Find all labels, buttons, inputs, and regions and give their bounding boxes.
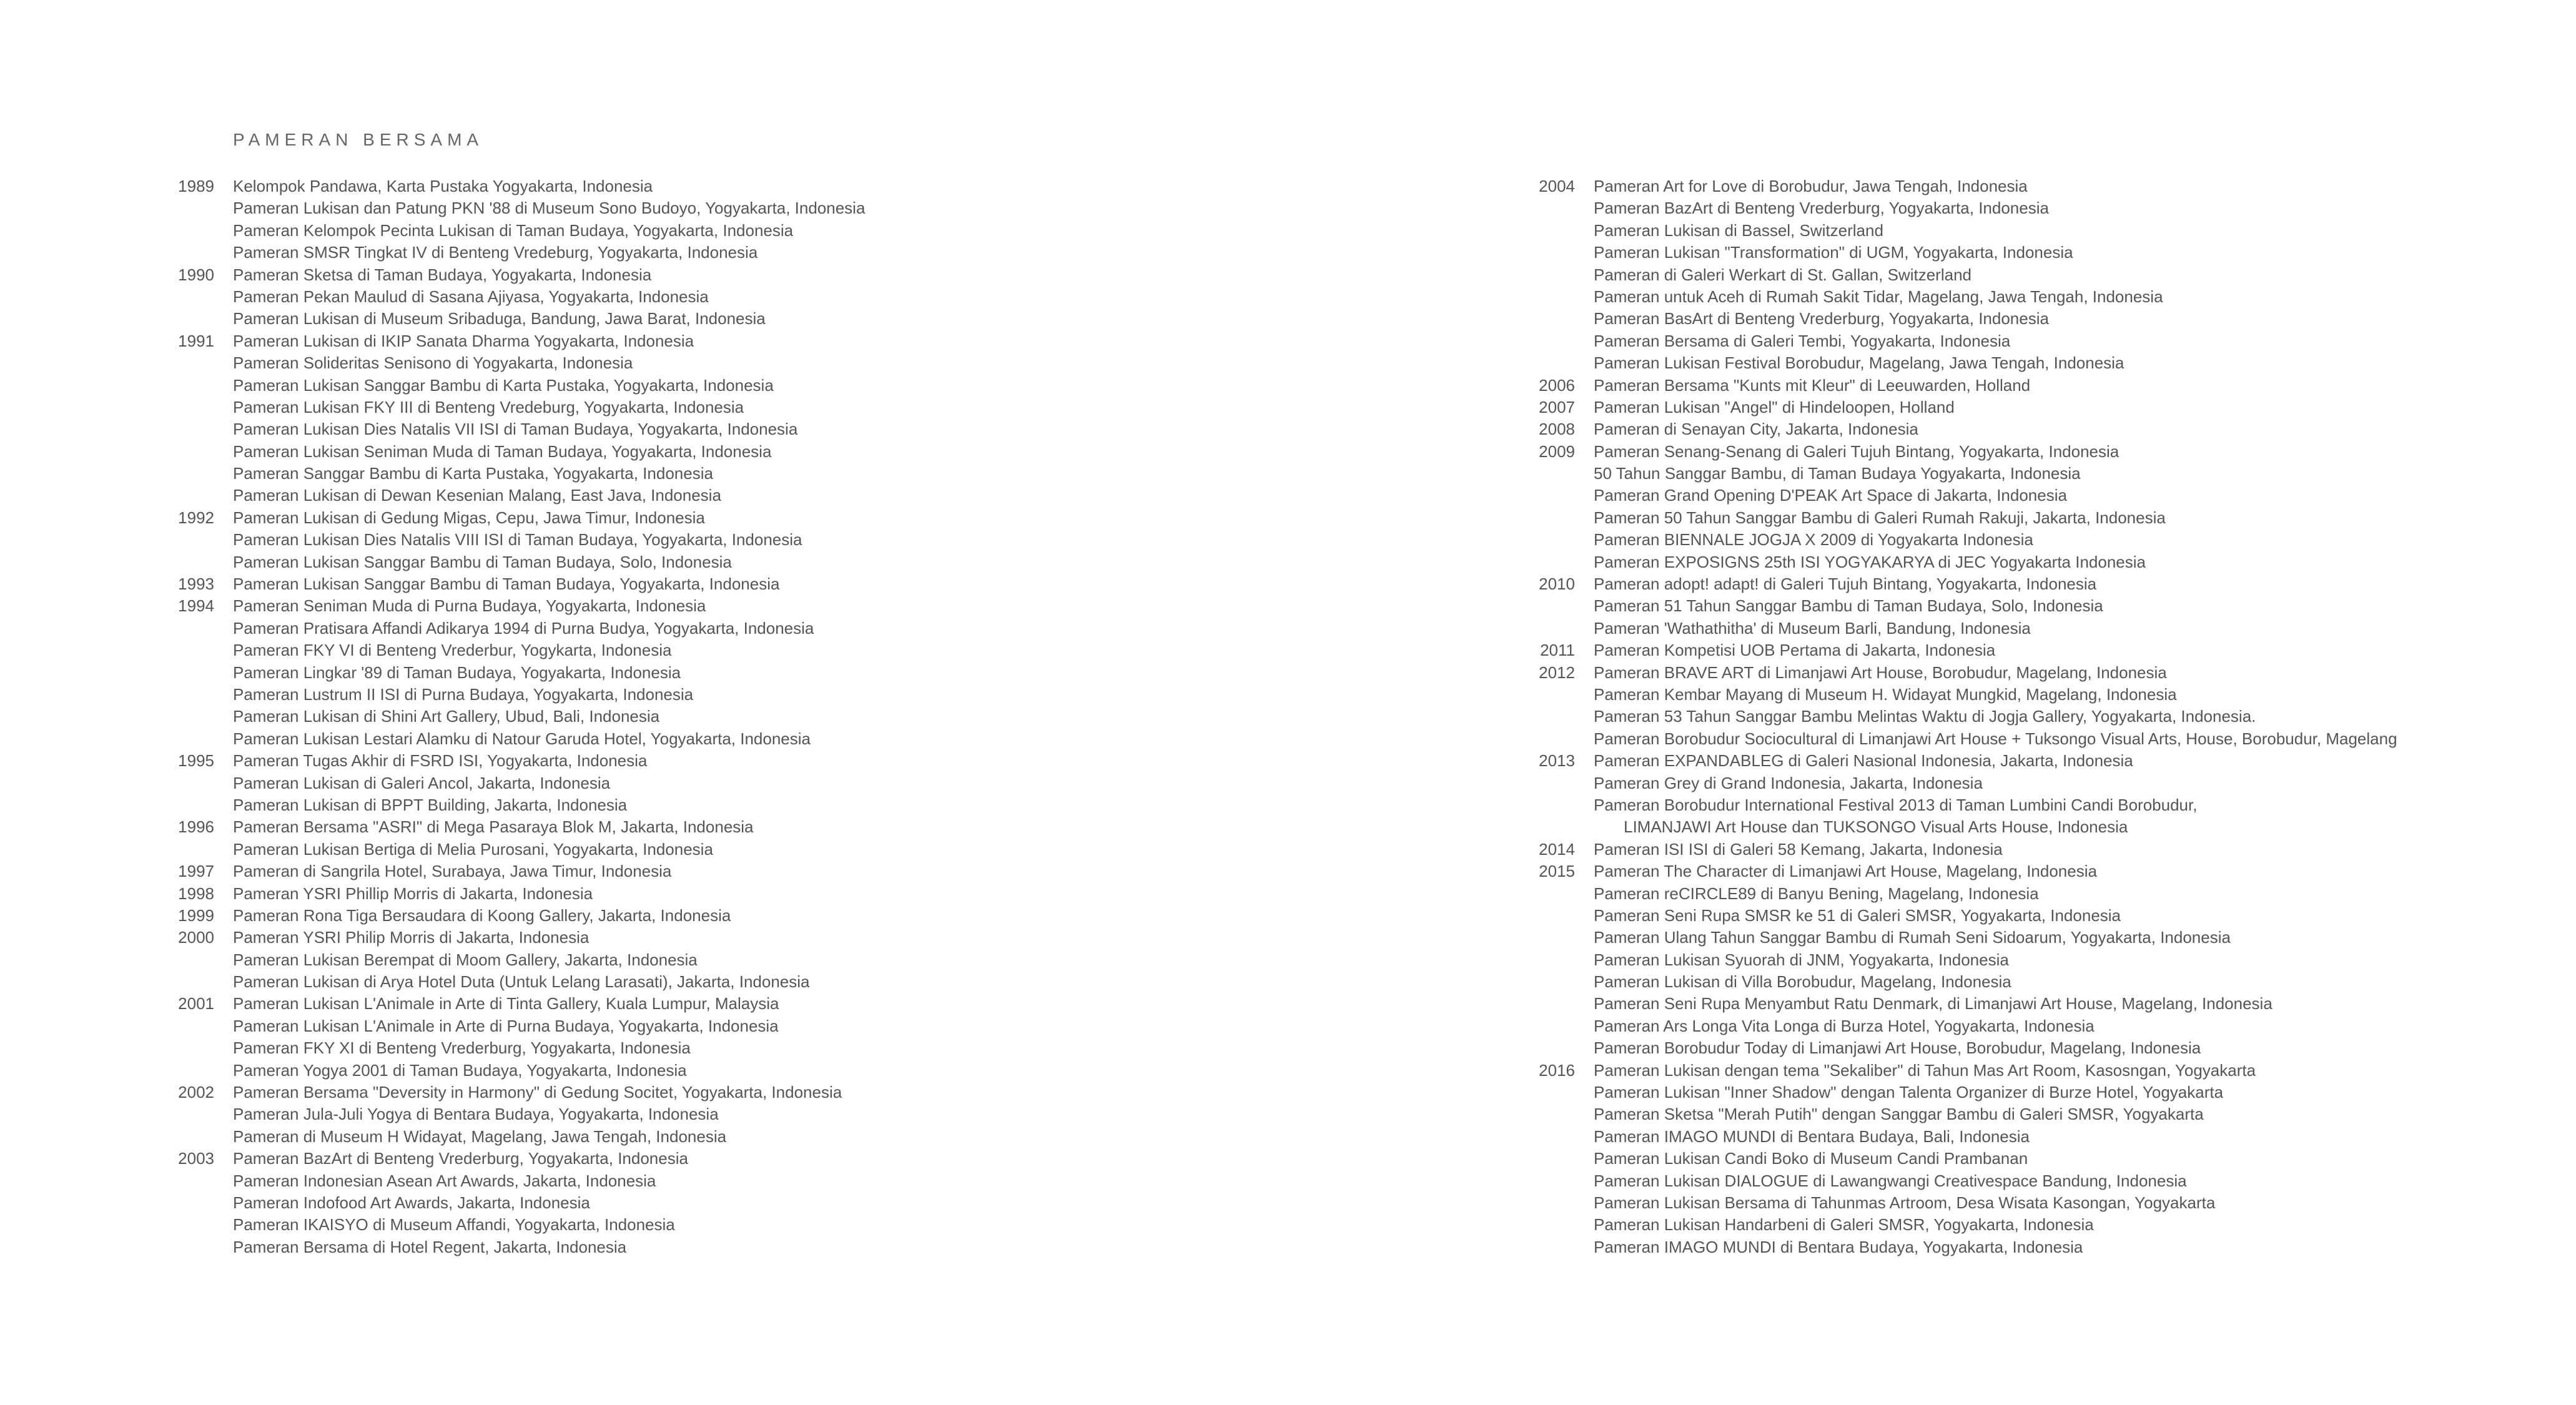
exhibition-row bbox=[150, 639, 1274, 661]
exhibition-text: Pameran Lukisan "Inner Shadow" dengan Talenta Organizer di Burze Hotel, Yogyakarta bbox=[1594, 1083, 2224, 1102]
exhibition-text: Pameran Seni Rupa Menyambut Ratu Denmark, di Limanjawi Art House, Magelang, Indonesia bbox=[1594, 994, 2273, 1013]
exhibition-row bbox=[150, 1126, 1274, 1148]
exhibition-row bbox=[150, 1148, 1274, 1170]
exhibition-year bbox=[150, 971, 233, 993]
exhibition-row bbox=[150, 949, 1274, 971]
exhibition-year bbox=[1530, 264, 1594, 286]
exhibition-text: Pameran Seni Rupa SMSR ke 51 di Galeri SMSR, Yogyakarta, Indonesia bbox=[1594, 905, 2121, 925]
exhibition-text: Pameran Lustrum II ISI di Purna Budaya, Yogyakarta, Indonesia bbox=[233, 684, 694, 704]
exhibition-row bbox=[1530, 242, 2560, 264]
exhibition-text: Pameran Sanggar Bambu di Karta Pustaka, Yogyakarta, Indonesia bbox=[233, 464, 713, 483]
exhibition-year bbox=[150, 728, 233, 750]
exhibition-year bbox=[1530, 529, 1594, 551]
exhibition-year bbox=[1530, 1103, 1594, 1125]
exhibition-row bbox=[150, 772, 1274, 794]
exhibition-year bbox=[150, 1015, 233, 1037]
exhibition-year bbox=[150, 1214, 233, 1236]
exhibition-year bbox=[1530, 949, 1594, 971]
exhibition-year bbox=[150, 1103, 233, 1125]
exhibition-text: Pameran Yogya 2001 di Taman Budaya, Yogyakarta, Indonesia bbox=[233, 1060, 687, 1080]
exhibition-row bbox=[1530, 750, 2560, 772]
exhibition-text: Pameran untuk Aceh di Rumah Sakit Tidar, Magelang, Jawa Tengah, Indonesia bbox=[1594, 287, 2163, 306]
exhibition-row bbox=[1530, 220, 2560, 242]
exhibition-text: Pameran Bersama di Galeri Tembi, Yogyakarta, Indonesia bbox=[1594, 331, 2011, 350]
exhibition-text: Pameran Ars Longa Vita Longa di Burza Hotel, Yogyakarta, Indonesia bbox=[1594, 1016, 2095, 1035]
exhibition-year bbox=[1530, 794, 1594, 816]
exhibition-text: Pameran di Galeri Werkart di St. Gallan, Switzerland bbox=[1594, 265, 1971, 284]
exhibition-row bbox=[1530, 1214, 2560, 1236]
exhibition-year: 2012 bbox=[1539, 663, 1575, 682]
exhibition-year bbox=[1530, 1170, 1594, 1192]
exhibition-row bbox=[150, 750, 1274, 772]
exhibition-row bbox=[1530, 883, 2560, 905]
exhibition-row bbox=[150, 529, 1274, 551]
exhibition-year bbox=[150, 662, 233, 684]
exhibition-year bbox=[150, 1037, 233, 1059]
exhibition-row bbox=[1530, 529, 2560, 551]
exhibition-text: Pameran Lukisan di IKIP Sanata Dharma Yogyakarta, Indonesia bbox=[233, 331, 694, 350]
exhibition-year: 2015 bbox=[1539, 862, 1575, 881]
exhibition-row bbox=[150, 175, 1274, 197]
exhibition-year bbox=[1530, 706, 1594, 727]
exhibition-text: Pameran Borobudur Today di Limanjawi Art House, Borobudur, Magelang, Indonesia bbox=[1594, 1038, 2201, 1058]
exhibition-text: Pameran di Sangrila Hotel, Surabaya, Jawa Timur, Indonesia bbox=[233, 862, 672, 881]
exhibition-text: Pameran SMSR Tingkat IV di Benteng Vredeburg, Yogyakarta, Indonesia bbox=[233, 243, 758, 262]
exhibition-year bbox=[150, 286, 233, 308]
exhibition-row bbox=[150, 662, 1274, 684]
exhibition-text: Pameran Lukisan di BPPT Building, Jakarta, Indonesia bbox=[233, 795, 628, 814]
exhibition-row bbox=[1530, 286, 2560, 308]
exhibition-row bbox=[150, 264, 1274, 286]
exhibition-year bbox=[150, 397, 233, 418]
exhibition-row bbox=[1530, 1192, 2560, 1214]
exhibition-row bbox=[150, 1015, 1274, 1037]
exhibition-year bbox=[150, 197, 233, 219]
exhibition-text: Pameran Lukisan "Angel" di Hindeloopen, Holland bbox=[1594, 397, 1955, 417]
exhibition-text: Pameran Art for Love di Borobudur, Jawa Tengah, Indonesia bbox=[1594, 177, 2028, 195]
exhibition-text: Pameran Lukisan Syuorah di JNM, Yogyakarta, Indonesia bbox=[1594, 950, 2009, 969]
exhibition-text: Pameran Lukisan di Museum Sribaduga, Bandung, Jawa Barat, Indonesia bbox=[233, 309, 766, 328]
exhibition-text: Pameran Lukisan dan Patung PKN '88 di Museum Sono Budoyo, Yogyakarta, Indonesia bbox=[233, 199, 866, 218]
exhibition-row bbox=[150, 352, 1274, 374]
exhibition-year bbox=[150, 308, 233, 330]
exhibition-row bbox=[150, 1103, 1274, 1125]
exhibition-row bbox=[150, 441, 1274, 463]
exhibition-text: LIMANJAWI Art House dan TUKSONGO Visual Arts House, Indonesia bbox=[1624, 817, 2128, 837]
exhibition-row bbox=[150, 330, 1274, 352]
exhibition-text: Pameran 51 Tahun Sanggar Bambu di Taman Budaya, Solo, Indonesia bbox=[1594, 596, 2103, 616]
exhibition-row bbox=[150, 485, 1274, 506]
exhibition-row bbox=[150, 684, 1274, 706]
exhibition-year bbox=[150, 1170, 233, 1192]
exhibition-row bbox=[1530, 264, 2560, 286]
exhibition-year: 1996 bbox=[178, 817, 214, 837]
exhibition-year bbox=[1530, 330, 1594, 352]
exhibition-row bbox=[1530, 1103, 2560, 1125]
exhibition-year bbox=[1530, 1236, 1594, 1258]
exhibition-year bbox=[1530, 507, 1594, 529]
exhibition-row bbox=[1530, 330, 2560, 352]
exhibition-text: Pameran Lukisan Sanggar Bambu di Taman Budaya, Yogyakarta, Indonesia bbox=[233, 574, 780, 594]
exhibition-text: Pameran di Senayan City, Jakarta, Indonesia bbox=[1594, 420, 1918, 439]
exhibition-year bbox=[150, 418, 233, 440]
exhibition-year bbox=[1530, 1037, 1594, 1059]
exhibition-year bbox=[1530, 728, 1594, 750]
exhibition-year bbox=[1530, 971, 1594, 993]
exhibition-year bbox=[1530, 463, 1594, 485]
exhibition-row bbox=[1530, 618, 2560, 639]
exhibition-year bbox=[150, 618, 233, 639]
exhibition-text: Pameran Bersama "Kunts mit Kleur" di Leeuwarden, Holland bbox=[1594, 375, 2031, 395]
exhibition-year: 2003 bbox=[178, 1149, 214, 1168]
exhibition-row bbox=[150, 927, 1274, 949]
exhibition-row bbox=[1530, 949, 2560, 971]
exhibition-text: Pameran FKY XI di Benteng Vrederburg, Yogyakarta, Indonesia bbox=[233, 1038, 691, 1058]
exhibition-row bbox=[1530, 971, 2560, 993]
exhibition-text: Pameran Lukisan Dies Natalis VIII ISI di Taman Budaya, Yogyakarta, Indonesia bbox=[233, 530, 802, 550]
exhibition-row bbox=[150, 905, 1274, 927]
exhibition-text: Pameran Lukisan di Bassel, Switzerland bbox=[1594, 220, 1883, 240]
exhibition-row bbox=[150, 286, 1274, 308]
exhibition-year bbox=[150, 352, 233, 374]
section-title: PAMERAN BERSAMA bbox=[233, 130, 484, 149]
exhibition-text: Pameran Lukisan di Gedung Migas, Cepu, Jawa Timur, Indonesia bbox=[233, 508, 705, 527]
exhibition-year bbox=[1530, 1082, 1594, 1103]
exhibition-row bbox=[1530, 728, 2560, 750]
exhibition-year bbox=[1530, 220, 1594, 242]
exhibition-row bbox=[1530, 1236, 2560, 1258]
exhibition-year: 2011 bbox=[1540, 641, 1575, 660]
exhibition-text: Pameran Seniman Muda di Purna Budaya, Yogyakarta, Indonesia bbox=[233, 596, 706, 616]
exhibition-year bbox=[1530, 1192, 1594, 1214]
exhibition-year bbox=[1530, 772, 1594, 794]
exhibition-row bbox=[1530, 397, 2560, 418]
exhibition-text: Pameran EXPOSIGNS 25th ISI YOGYAKARYA di JEC Yogyakarta Indonesia bbox=[1594, 552, 2146, 571]
exhibition-text: Pameran 'Wathathitha' di Museum Barli, Bandung, Indonesia bbox=[1594, 618, 2031, 638]
exhibition-list-left bbox=[150, 175, 1274, 1258]
exhibition-year bbox=[150, 1192, 233, 1214]
exhibition-row bbox=[150, 551, 1274, 573]
exhibition-row bbox=[1530, 551, 2560, 573]
exhibition-year: 2004 bbox=[1539, 177, 1575, 195]
exhibition-row bbox=[150, 816, 1274, 838]
exhibition-text: Pameran reCIRCLE89 di Banyu Bening, Magelang, Indonesia bbox=[1594, 884, 2039, 903]
exhibition-row bbox=[150, 375, 1274, 397]
exhibition-year bbox=[1530, 816, 1594, 838]
exhibition-list-right bbox=[1530, 175, 2560, 1258]
exhibition-year bbox=[150, 242, 233, 264]
exhibition-year bbox=[150, 1060, 233, 1082]
exhibition-year bbox=[150, 463, 233, 485]
exhibition-year bbox=[1530, 883, 1594, 905]
exhibition-row bbox=[1530, 441, 2560, 463]
exhibition-row bbox=[150, 507, 1274, 529]
exhibition-text: Pameran Bersama "ASRI" di Mega Pasaraya Blok M, Jakarta, Indonesia bbox=[233, 817, 754, 837]
exhibition-text: Pameran Lukisan Festival Borobudur, Magelang, Jawa Tengah, Indonesia bbox=[1594, 353, 2124, 373]
exhibition-text: Pameran IMAGO MUNDI di Bentara Budaya, Yogyakarta, Indonesia bbox=[1594, 1237, 2083, 1256]
exhibition-year: 1998 bbox=[178, 884, 214, 903]
exhibition-year bbox=[150, 551, 233, 573]
exhibition-text: Pameran Lukisan L'Animale in Arte di Tinta Gallery, Kuala Lumpur, Malaysia bbox=[233, 994, 779, 1013]
exhibition-row bbox=[1530, 418, 2560, 440]
exhibition-text: Pameran 50 Tahun Sanggar Bambu di Galeri Rumah Rakuji, Jakarta, Indonesia bbox=[1594, 508, 2166, 527]
exhibition-row bbox=[150, 860, 1274, 882]
exhibition-text: Pameran Lukisan di Arya Hotel Duta (Untuk Lelang Larasati), Jakarta, Indonesia bbox=[233, 972, 810, 992]
exhibition-year: 2007 bbox=[1539, 397, 1575, 417]
exhibition-row bbox=[1530, 772, 2560, 794]
exhibition-text: Kelompok Pandawa, Karta Pustaka Yogyakarta, Indonesia bbox=[233, 177, 653, 195]
exhibition-row bbox=[150, 839, 1274, 860]
exhibition-row bbox=[150, 197, 1274, 219]
exhibition-row bbox=[1530, 352, 2560, 374]
exhibition-year bbox=[150, 772, 233, 794]
exhibition-year bbox=[150, 529, 233, 551]
exhibition-text: Pameran Bersama "Deversity in Harmony" di Gedung Socitet, Yogyakarta, Indonesia bbox=[233, 1083, 842, 1102]
exhibition-text: Pameran The Character di Limanjawi Art House, Magelang, Indonesia bbox=[1594, 862, 2097, 881]
exhibition-row bbox=[1530, 1082, 2560, 1103]
exhibition-row bbox=[1530, 860, 2560, 882]
exhibition-text: Pameran Lukisan di Shini Art Gallery, Ubud, Bali, Indonesia bbox=[233, 707, 660, 726]
exhibition-row bbox=[1530, 485, 2560, 506]
exhibition-row bbox=[150, 794, 1274, 816]
exhibition-row bbox=[1530, 197, 2560, 219]
exhibition-text: Pameran Lukisan Bertiga di Melia Purosani, Yogyakarta, Indonesia bbox=[233, 839, 713, 859]
exhibition-year bbox=[1530, 1148, 1594, 1170]
exhibition-year: 1997 bbox=[178, 862, 214, 881]
exhibition-year: 2016 bbox=[1539, 1060, 1575, 1080]
exhibition-text: Pameran Kembar Mayang di Museum H. Widayat Mungkid, Magelang, Indonesia bbox=[1594, 684, 2177, 704]
exhibition-year bbox=[1530, 1214, 1594, 1236]
exhibition-row bbox=[1530, 1148, 2560, 1170]
exhibition-text: Pameran Lukisan di Galeri Ancol, Jakarta, Indonesia bbox=[233, 773, 611, 792]
exhibition-text: Pameran Rona Tiga Bersaudara di Koong Gallery, Jakarta, Indonesia bbox=[233, 905, 731, 925]
exhibition-text: Pameran 53 Tahun Sanggar Bambu Melintas Waktu di Jogja Gallery, Yogyakarta, Indonesia. bbox=[1594, 707, 2256, 726]
exhibition-year bbox=[1530, 618, 1594, 639]
exhibition-row bbox=[1530, 816, 2560, 838]
exhibition-row bbox=[150, 1236, 1274, 1258]
exhibition-text: Pameran Sketsa di Taman Budaya, Yogyakarta, Indonesia bbox=[233, 265, 652, 284]
exhibition-year bbox=[1530, 684, 1594, 706]
exhibition-text: Pameran Ulang Tahun Sanggar Bambu di Rumah Seni Sidoarum, Yogyakarta, Indonesia bbox=[1594, 928, 2231, 947]
exhibition-year bbox=[1530, 242, 1594, 264]
exhibition-text: Pameran IMAGO MUNDI di Bentara Budaya, Bali, Indonesia bbox=[1594, 1126, 2030, 1146]
exhibition-year bbox=[150, 1126, 233, 1148]
exhibition-row bbox=[1530, 375, 2560, 397]
exhibition-text: Pameran BazArt di Benteng Vrederburg, Yogyakarta, Indonesia bbox=[233, 1149, 688, 1168]
exhibition-text: Pameran Indofood Art Awards, Jakarta, Indonesia bbox=[233, 1193, 590, 1212]
exhibition-year bbox=[1530, 1015, 1594, 1037]
exhibition-year: 2008 bbox=[1539, 420, 1575, 439]
exhibition-year bbox=[1530, 308, 1594, 330]
exhibition-text: Pameran YSRI Philip Morris di Jakarta, Indonesia bbox=[233, 928, 590, 947]
exhibition-year: 1999 bbox=[178, 905, 214, 925]
exhibition-row bbox=[1530, 684, 2560, 706]
exhibition-row bbox=[1530, 1015, 2560, 1037]
exhibition-row bbox=[150, 1192, 1274, 1214]
exhibition-year: 1994 bbox=[178, 596, 214, 616]
exhibition-row bbox=[150, 463, 1274, 485]
exhibition-year bbox=[150, 706, 233, 727]
exhibition-row bbox=[1530, 1060, 2560, 1082]
exhibition-row bbox=[1530, 662, 2560, 684]
exhibition-text: Pameran Grand Opening D'PEAK Art Space di Jakarta, Indonesia bbox=[1594, 486, 2067, 505]
exhibition-text: Pameran adopt! adapt! di Galeri Tujuh Bintang, Yogyakarta, Indonesia bbox=[1594, 574, 2097, 594]
exhibition-row bbox=[1530, 507, 2560, 529]
exhibition-text: Pameran BRAVE ART di Limanjawi Art House, Borobudur, Magelang, Indonesia bbox=[1594, 663, 2167, 682]
exhibition-row bbox=[150, 1214, 1274, 1236]
exhibition-year bbox=[1530, 286, 1594, 308]
exhibition-row bbox=[1530, 794, 2560, 816]
exhibition-row bbox=[1530, 1170, 2560, 1192]
exhibition-text: Pameran BIENNALE JOGJA X 2009 di Yogyakarta Indonesia bbox=[1594, 530, 2033, 550]
exhibition-text: Pameran YSRI Phillip Morris di Jakarta, Indonesia bbox=[233, 884, 593, 903]
exhibition-text: Pameran Bersama di Hotel Regent, Jakarta, Indonesia bbox=[233, 1237, 627, 1256]
exhibition-row bbox=[1530, 706, 2560, 727]
exhibition-year bbox=[1530, 993, 1594, 1015]
exhibition-text: Pameran Lukisan FKY III di Benteng Vredeburg, Yogyakarta, Indonesia bbox=[233, 397, 744, 417]
exhibition-text: Pameran Lukisan DIALOGUE di Lawangwangi Creativespace Bandung, Indonesia bbox=[1594, 1171, 2187, 1190]
exhibition-text: Pameran Kompetisi UOB Pertama di Jakarta, Indonesia bbox=[1594, 641, 1996, 660]
exhibition-text: Pameran Lukisan Dies Natalis VII ISI di Taman Budaya, Yogyakarta, Indonesia bbox=[233, 420, 798, 439]
exhibition-year bbox=[150, 441, 233, 463]
exhibition-text: Pameran ISI ISI di Galeri 58 Kemang, Jakarta, Indonesia bbox=[1594, 839, 2003, 859]
exhibition-text: Pameran Senang-Senang di Galeri Tujuh Bintang, Yogyakarta, Indonesia bbox=[1594, 441, 2120, 461]
exhibition-text: 50 Tahun Sanggar Bambu, di Taman Budaya Yogyakarta, Indonesia bbox=[1594, 464, 2081, 483]
exhibition-year bbox=[150, 794, 233, 816]
exhibition-text: Pameran Lukisan dengan tema "Sekaliber" di Tahun Mas Art Room, Kasosngan, Yogyakarta bbox=[1594, 1060, 2256, 1080]
exhibition-text: Pameran Lukisan Seniman Muda di Taman Budaya, Yogyakarta, Indonesia bbox=[233, 441, 772, 461]
exhibition-text: Pameran EXPANDABLEG di Galeri Nasional Indonesia, Jakarta, Indonesia bbox=[1594, 751, 2133, 771]
exhibition-row bbox=[1530, 595, 2560, 617]
exhibition-year: 1995 bbox=[178, 751, 214, 771]
exhibition-row bbox=[1530, 839, 2560, 860]
exhibition-row bbox=[1530, 1126, 2560, 1148]
exhibition-text: Pameran Solideritas Senisono di Yogyakarta, Indonesia bbox=[233, 353, 633, 373]
exhibition-year: 1993 bbox=[178, 574, 214, 594]
exhibition-row bbox=[150, 706, 1274, 727]
exhibition-text: Pameran Lukisan Handarbeni di Galeri SMSR, Yogyakarta, Indonesia bbox=[1594, 1215, 2094, 1235]
exhibition-text: Pameran Tugas Akhir di FSRD ISI, Yogyakarta, Indonesia bbox=[233, 751, 648, 771]
exhibition-year: 2014 bbox=[1539, 839, 1575, 859]
exhibition-year: 2002 bbox=[178, 1083, 214, 1102]
exhibition-text: Pameran FKY VI di Benteng Vrederbur, Yogykarta, Indonesia bbox=[233, 641, 672, 660]
exhibition-text: Pameran IKAISYO di Museum Affandi, Yogyakarta, Indonesia bbox=[233, 1215, 675, 1235]
exhibition-text: Pameran Lingkar '89 di Taman Budaya, Yogyakarta, Indonesia bbox=[233, 663, 681, 682]
exhibition-year bbox=[1530, 197, 1594, 219]
exhibition-row bbox=[1530, 573, 2560, 595]
exhibition-text: Pameran Borobudur International Festival 2013 di Taman Lumbini Candi Borobudur, bbox=[1594, 795, 2198, 814]
exhibition-text: Pameran Grey di Grand Indonesia, Jakarta, Indonesia bbox=[1594, 773, 1983, 792]
exhibition-text: Pameran Lukisan Sanggar Bambu di Taman Budaya, Solo, Indonesia bbox=[233, 552, 732, 571]
exhibition-row bbox=[150, 308, 1274, 330]
exhibition-row bbox=[1530, 308, 2560, 330]
exhibition-year: 2006 bbox=[1539, 375, 1575, 395]
exhibition-row bbox=[1530, 175, 2560, 197]
exhibition-row bbox=[150, 418, 1274, 440]
exhibition-row bbox=[150, 883, 1274, 905]
exhibition-row bbox=[150, 397, 1274, 418]
exhibition-text: Pameran Lukisan Lestari Alamku di Natour Garuda Hotel, Yogyakarta, Indonesia bbox=[233, 729, 811, 748]
exhibition-text: Pameran BazArt di Benteng Vrederburg, Yogyakarta, Indonesia bbox=[1594, 199, 2049, 218]
exhibition-year bbox=[150, 375, 233, 397]
exhibition-year: 2009 bbox=[1539, 441, 1575, 461]
exhibition-row bbox=[150, 220, 1274, 242]
exhibition-text: Pameran Pratisara Affandi Adikarya 1994 di Purna Budya, Yogyakarta, Indonesia bbox=[233, 618, 814, 638]
exhibition-row bbox=[150, 728, 1274, 750]
exhibition-row bbox=[1530, 1037, 2560, 1059]
exhibition-text: Pameran Jula-Juli Yogya di Bentara Budaya, Yogyakarta, Indonesia bbox=[233, 1105, 719, 1124]
exhibition-row bbox=[1530, 463, 2560, 485]
exhibition-year: 1990 bbox=[178, 265, 214, 284]
exhibition-row bbox=[150, 993, 1274, 1015]
exhibition-row bbox=[150, 595, 1274, 617]
exhibition-text: Pameran Lukisan di Villa Borobudur, Magelang, Indonesia bbox=[1594, 972, 2011, 992]
exhibition-row bbox=[150, 618, 1274, 639]
exhibition-text: Pameran Lukisan di Dewan Kesenian Malang, East Java, Indonesia bbox=[233, 486, 721, 505]
exhibition-year: 2001 bbox=[178, 994, 214, 1013]
exhibition-row bbox=[150, 1082, 1274, 1103]
exhibition-year: 2010 bbox=[1539, 574, 1575, 594]
exhibition-row bbox=[150, 573, 1274, 595]
exhibition-text: Pameran Lukisan Bersama di Tahunmas Artroom, Desa Wisata Kasongan, Yogyakarta bbox=[1594, 1193, 2216, 1212]
exhibition-year bbox=[1530, 551, 1594, 573]
exhibition-year bbox=[150, 485, 233, 506]
exhibition-row bbox=[150, 242, 1274, 264]
exhibition-year: 1991 bbox=[178, 331, 214, 350]
exhibition-row bbox=[150, 1037, 1274, 1059]
exhibition-row bbox=[150, 971, 1274, 993]
exhibition-text: Pameran Kelompok Pecinta Lukisan di Taman Budaya, Yogyakarta, Indonesia bbox=[233, 220, 794, 240]
exhibition-text: Pameran di Museum H Widayat, Magelang, Jawa Tengah, Indonesia bbox=[233, 1126, 727, 1146]
exhibition-year: 1989 bbox=[178, 177, 214, 195]
exhibition-year bbox=[150, 684, 233, 706]
exhibition-text: Pameran Lukisan "Transformation" di UGM, Yogyakarta, Indonesia bbox=[1594, 243, 2073, 262]
exhibition-row bbox=[1530, 993, 2560, 1015]
exhibition-text: Pameran Borobudur Sociocultural di Limanjawi Art House + Tuksongo Visual Arts, House, Borobudur, Magelang bbox=[1594, 729, 2397, 748]
exhibition-text: Pameran Sketsa "Merah Putih" dengan Sanggar Bambu di Galeri SMSR, Yogyakarta bbox=[1594, 1105, 2204, 1124]
exhibition-year bbox=[1530, 352, 1594, 374]
exhibition-text: Pameran BasArt di Benteng Vrederburg, Yogyakarta, Indonesia bbox=[1594, 309, 2049, 328]
exhibition-text: Pameran Lukisan Candi Boko di Museum Candi Prambanan bbox=[1594, 1149, 2028, 1168]
exhibition-row bbox=[1530, 927, 2560, 949]
exhibition-year bbox=[150, 639, 233, 661]
exhibition-year: 2000 bbox=[178, 928, 214, 947]
exhibition-year: 1992 bbox=[178, 508, 214, 527]
exhibition-text: Pameran Lukisan Sanggar Bambu di Karta Pustaka, Yogyakarta, Indonesia bbox=[233, 375, 774, 395]
exhibition-text: Pameran Lukisan L'Animale in Arte di Purna Budaya, Yogyakarta, Indonesia bbox=[233, 1016, 779, 1035]
exhibition-year bbox=[150, 839, 233, 860]
exhibition-row bbox=[1530, 905, 2560, 927]
exhibition-year bbox=[1530, 1126, 1594, 1148]
exhibition-year bbox=[150, 220, 233, 242]
exhibition-row bbox=[150, 1060, 1274, 1082]
exhibition-year bbox=[1530, 485, 1594, 506]
exhibition-year bbox=[1530, 927, 1594, 949]
exhibition-year bbox=[1530, 595, 1594, 617]
exhibition-year: 2013 bbox=[1539, 751, 1575, 771]
exhibition-row bbox=[1530, 639, 2560, 661]
exhibition-text: Pameran Pekan Maulud di Sasana Ajiyasa, Yogyakarta, Indonesia bbox=[233, 287, 709, 306]
exhibition-year bbox=[1530, 905, 1594, 927]
exhibition-year bbox=[150, 1236, 233, 1258]
exhibition-row bbox=[150, 1170, 1274, 1192]
exhibition-year bbox=[150, 949, 233, 971]
exhibition-text: Pameran Lukisan Berempat di Moom Gallery, Jakarta, Indonesia bbox=[233, 950, 698, 969]
exhibition-text: Pameran Indonesian Asean Art Awards, Jakarta, Indonesia bbox=[233, 1171, 656, 1190]
